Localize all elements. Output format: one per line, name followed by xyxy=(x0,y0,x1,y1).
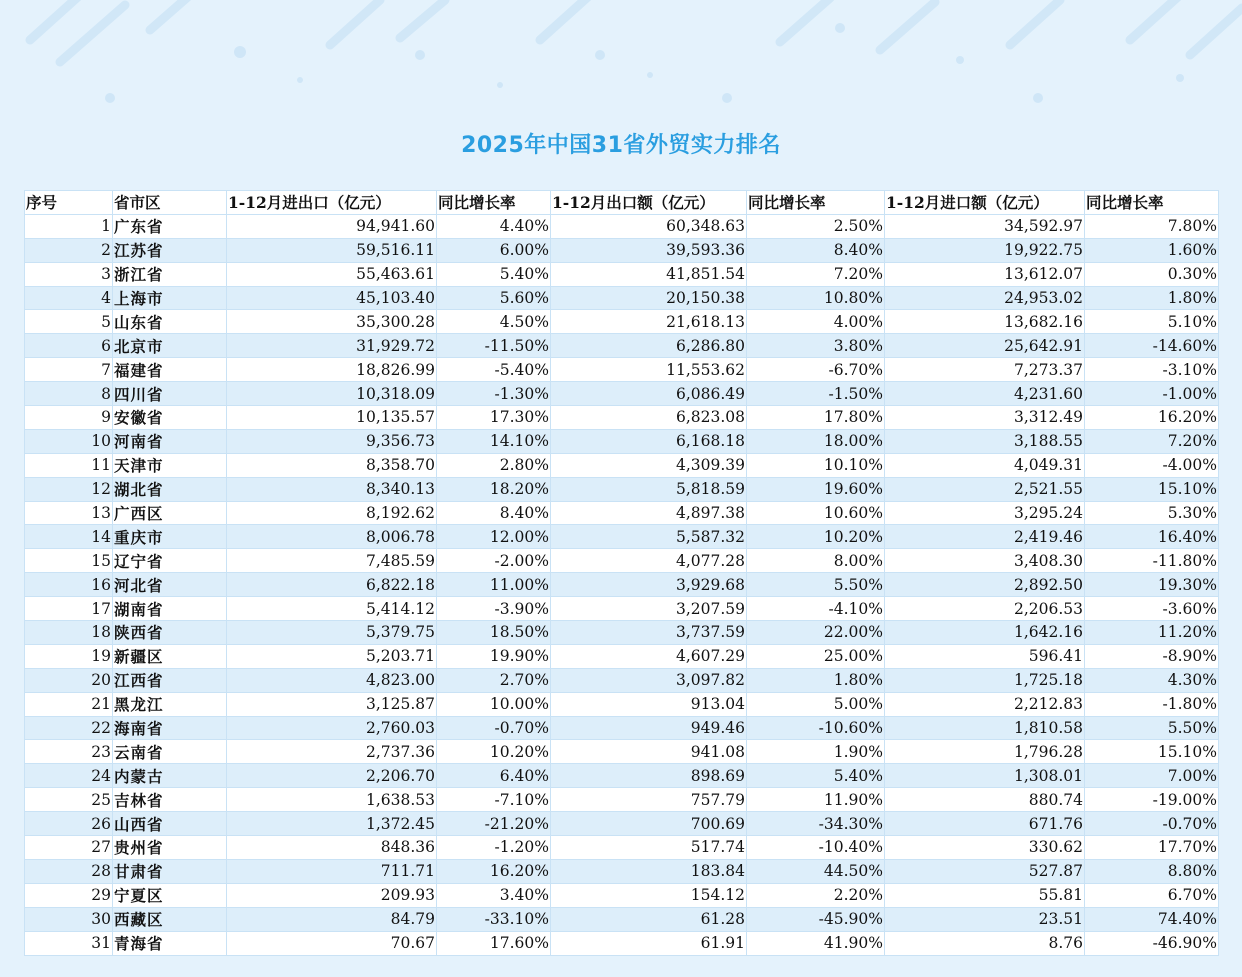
table-row xyxy=(25,477,1219,501)
cell-import-growth: 19.30% xyxy=(1085,573,1219,597)
table-row xyxy=(25,573,1219,597)
cell-export: 4,897.38 xyxy=(551,501,747,525)
cell-export: 11,553.62 xyxy=(551,358,747,382)
cell-index: 10 xyxy=(25,429,113,453)
cell-region: 青海省 xyxy=(113,931,227,955)
cell-export: 5,587.32 xyxy=(551,525,747,549)
cell-index: 4 xyxy=(25,286,113,310)
table-row xyxy=(25,501,1219,525)
cell-import-growth: 7.00% xyxy=(1085,764,1219,788)
cell-total-growth: 6.40% xyxy=(437,764,551,788)
cell-total-trade: 209.93 xyxy=(227,883,437,907)
cell-total-trade: 848.36 xyxy=(227,836,437,860)
cell-import: 330.62 xyxy=(885,836,1085,860)
cell-index: 11 xyxy=(25,453,113,477)
cell-export: 913.04 xyxy=(551,692,747,716)
cell-import-growth: 4.30% xyxy=(1085,668,1219,692)
cell-total-trade: 94,941.60 xyxy=(227,214,437,238)
cell-index: 16 xyxy=(25,573,113,597)
cell-import: 880.74 xyxy=(885,788,1085,812)
cell-export-growth: 2.20% xyxy=(747,883,885,907)
cell-total-growth: 5.60% xyxy=(437,286,551,310)
cell-export-growth: -4.10% xyxy=(747,597,885,621)
cell-export: 20,150.38 xyxy=(551,286,747,310)
cell-export-growth: 5.50% xyxy=(747,573,885,597)
cell-import: 2,206.53 xyxy=(885,597,1085,621)
cell-import: 1,810.58 xyxy=(885,716,1085,740)
cell-import-growth: 15.10% xyxy=(1085,477,1219,501)
cell-import-growth: 1.60% xyxy=(1085,238,1219,262)
cell-export: 3,929.68 xyxy=(551,573,747,597)
cell-import-growth: 6.70% xyxy=(1085,883,1219,907)
cell-index: 25 xyxy=(25,788,113,812)
cell-total-trade: 59,516.11 xyxy=(227,238,437,262)
cell-total-trade: 3,125.87 xyxy=(227,692,437,716)
cell-total-trade: 35,300.28 xyxy=(227,310,437,334)
cell-total-growth: 4.40% xyxy=(437,214,551,238)
table-row xyxy=(25,883,1219,907)
cell-total-trade: 10,318.09 xyxy=(227,382,437,406)
cell-total-trade: 8,340.13 xyxy=(227,477,437,501)
cell-import-growth: -3.10% xyxy=(1085,358,1219,382)
cell-import: 1,796.28 xyxy=(885,740,1085,764)
cell-total-growth: 6.00% xyxy=(437,238,551,262)
cell-region: 黑龙江 xyxy=(113,692,227,716)
cell-import: 1,308.01 xyxy=(885,764,1085,788)
cell-index: 3 xyxy=(25,262,113,286)
cell-import: 671.76 xyxy=(885,812,1085,836)
cell-region: 贵州省 xyxy=(113,836,227,860)
cell-total-growth: 10.20% xyxy=(437,740,551,764)
cell-import-growth: 17.70% xyxy=(1085,836,1219,860)
table-row xyxy=(25,334,1219,358)
cell-region: 内蒙古 xyxy=(113,764,227,788)
cell-export: 41,851.54 xyxy=(551,262,747,286)
table-row xyxy=(25,597,1219,621)
cell-region: 新疆区 xyxy=(113,644,227,668)
cell-import-growth: -1.00% xyxy=(1085,382,1219,406)
cell-export-growth: -10.60% xyxy=(747,716,885,740)
cell-total-trade: 1,372.45 xyxy=(227,812,437,836)
cell-export: 4,607.29 xyxy=(551,644,747,668)
header-total-trade: 1-12月进出口（亿元） xyxy=(227,191,437,215)
cell-import-growth: 16.20% xyxy=(1085,406,1219,430)
cell-region: 陕西省 xyxy=(113,621,227,645)
cell-export-growth: -45.90% xyxy=(747,907,885,931)
cell-import: 24,953.02 xyxy=(885,286,1085,310)
cell-export-growth: 10.80% xyxy=(747,286,885,310)
cell-index: 31 xyxy=(25,931,113,955)
cell-export-growth: 10.60% xyxy=(747,501,885,525)
cell-import: 3,312.49 xyxy=(885,406,1085,430)
cell-import-growth: 7.80% xyxy=(1085,214,1219,238)
cell-region: 河南省 xyxy=(113,429,227,453)
cell-import-growth: 5.10% xyxy=(1085,310,1219,334)
cell-total-growth: 16.20% xyxy=(437,859,551,883)
cell-region: 广西区 xyxy=(113,501,227,525)
cell-export-growth: 5.40% xyxy=(747,764,885,788)
cell-export: 6,086.49 xyxy=(551,382,747,406)
cell-export: 39,593.36 xyxy=(551,238,747,262)
table-row xyxy=(25,716,1219,740)
table-row xyxy=(25,836,1219,860)
cell-export-growth: 5.00% xyxy=(747,692,885,716)
cell-export: 6,823.08 xyxy=(551,406,747,430)
cell-export-growth: 7.20% xyxy=(747,262,885,286)
cell-region: 安徽省 xyxy=(113,406,227,430)
cell-region: 海南省 xyxy=(113,716,227,740)
cell-import-growth: 1.80% xyxy=(1085,286,1219,310)
cell-region: 上海市 xyxy=(113,286,227,310)
table-row xyxy=(25,668,1219,692)
cell-export: 183.84 xyxy=(551,859,747,883)
cell-total-trade: 8,358.70 xyxy=(227,453,437,477)
cell-index: 24 xyxy=(25,764,113,788)
cell-total-growth: -1.30% xyxy=(437,382,551,406)
cell-export: 60,348.63 xyxy=(551,214,747,238)
cell-export: 6,286.80 xyxy=(551,334,747,358)
cell-index: 7 xyxy=(25,358,113,382)
cell-export-growth: 10.20% xyxy=(747,525,885,549)
cell-import-growth: -14.60% xyxy=(1085,334,1219,358)
cell-import: 13,612.07 xyxy=(885,262,1085,286)
cell-total-trade: 6,822.18 xyxy=(227,573,437,597)
cell-region: 四川省 xyxy=(113,382,227,406)
cell-total-growth: -7.10% xyxy=(437,788,551,812)
cell-total-growth: -33.10% xyxy=(437,907,551,931)
cell-import: 2,419.46 xyxy=(885,525,1085,549)
cell-index: 9 xyxy=(25,406,113,430)
cell-total-trade: 7,485.59 xyxy=(227,549,437,573)
cell-import: 25,642.91 xyxy=(885,334,1085,358)
cell-total-growth: 10.00% xyxy=(437,692,551,716)
cell-region: 山西省 xyxy=(113,812,227,836)
table-row xyxy=(25,931,1219,955)
cell-export: 700.69 xyxy=(551,812,747,836)
cell-index: 14 xyxy=(25,525,113,549)
cell-index: 30 xyxy=(25,907,113,931)
cell-total-growth: -3.90% xyxy=(437,597,551,621)
table-row xyxy=(25,644,1219,668)
cell-region: 广东省 xyxy=(113,214,227,238)
cell-export-growth: -6.70% xyxy=(747,358,885,382)
cell-total-trade: 84.79 xyxy=(227,907,437,931)
table-row xyxy=(25,621,1219,645)
table-row xyxy=(25,214,1219,238)
cell-total-trade: 31,929.72 xyxy=(227,334,437,358)
cell-total-growth: 4.50% xyxy=(437,310,551,334)
trade-ranking-table xyxy=(24,190,1219,956)
cell-total-trade: 5,379.75 xyxy=(227,621,437,645)
cell-import: 7,273.37 xyxy=(885,358,1085,382)
cell-region: 甘肃省 xyxy=(113,859,227,883)
cell-export: 4,077.28 xyxy=(551,549,747,573)
table-row xyxy=(25,549,1219,573)
cell-export-growth: 2.50% xyxy=(747,214,885,238)
cell-total-growth: -5.40% xyxy=(437,358,551,382)
cell-export: 4,309.39 xyxy=(551,453,747,477)
cell-import-growth: -19.00% xyxy=(1085,788,1219,812)
cell-import-growth: 0.30% xyxy=(1085,262,1219,286)
header-index: 序号 xyxy=(25,191,113,215)
cell-region: 湖南省 xyxy=(113,597,227,621)
cell-region: 浙江省 xyxy=(113,262,227,286)
cell-total-growth: 19.90% xyxy=(437,644,551,668)
table-row xyxy=(25,859,1219,883)
cell-import: 4,049.31 xyxy=(885,453,1085,477)
cell-export: 21,618.13 xyxy=(551,310,747,334)
cell-export-growth: 1.80% xyxy=(747,668,885,692)
table-row xyxy=(25,406,1219,430)
cell-total-growth: 5.40% xyxy=(437,262,551,286)
cell-index: 26 xyxy=(25,812,113,836)
cell-total-growth: 2.70% xyxy=(437,668,551,692)
cell-import-growth: 11.20% xyxy=(1085,621,1219,645)
table-row xyxy=(25,262,1219,286)
background-decoration xyxy=(0,0,1242,140)
cell-total-growth: 17.60% xyxy=(437,931,551,955)
cell-import: 596.41 xyxy=(885,644,1085,668)
cell-import: 2,212.83 xyxy=(885,692,1085,716)
cell-index: 5 xyxy=(25,310,113,334)
cell-index: 22 xyxy=(25,716,113,740)
cell-export-growth: 19.60% xyxy=(747,477,885,501)
cell-import-growth: 74.40% xyxy=(1085,907,1219,931)
cell-index: 15 xyxy=(25,549,113,573)
cell-region: 山东省 xyxy=(113,310,227,334)
cell-import: 2,892.50 xyxy=(885,573,1085,597)
table-row xyxy=(25,286,1219,310)
cell-export-growth: 3.80% xyxy=(747,334,885,358)
table-row xyxy=(25,453,1219,477)
cell-total-trade: 70.67 xyxy=(227,931,437,955)
cell-export: 5,818.59 xyxy=(551,477,747,501)
page-title: 2025年中国31省外贸实力排名 xyxy=(461,133,781,158)
cell-import: 527.87 xyxy=(885,859,1085,883)
cell-import: 13,682.16 xyxy=(885,310,1085,334)
table-row xyxy=(25,429,1219,453)
header-export: 1-12月出口额（亿元） xyxy=(551,191,747,215)
table-row xyxy=(25,310,1219,334)
cell-import-growth: -8.90% xyxy=(1085,644,1219,668)
cell-export: 61.28 xyxy=(551,907,747,931)
cell-export: 898.69 xyxy=(551,764,747,788)
cell-region: 吉林省 xyxy=(113,788,227,812)
table-header-row xyxy=(25,191,1219,215)
cell-total-trade: 18,826.99 xyxy=(227,358,437,382)
table-row xyxy=(25,764,1219,788)
cell-import-growth: -1.80% xyxy=(1085,692,1219,716)
cell-index: 2 xyxy=(25,238,113,262)
cell-total-growth: -21.20% xyxy=(437,812,551,836)
cell-total-trade: 8,006.78 xyxy=(227,525,437,549)
cell-export-growth: 8.40% xyxy=(747,238,885,262)
header-export-growth: 同比增长率 xyxy=(747,191,885,215)
cell-region: 福建省 xyxy=(113,358,227,382)
header-import: 1-12月进口额（亿元） xyxy=(885,191,1085,215)
cell-export-growth: 22.00% xyxy=(747,621,885,645)
cell-import-growth: -0.70% xyxy=(1085,812,1219,836)
cell-index: 18 xyxy=(25,621,113,645)
cell-total-growth: 18.20% xyxy=(437,477,551,501)
cell-region: 江西省 xyxy=(113,668,227,692)
cell-total-trade: 2,760.03 xyxy=(227,716,437,740)
cell-export-growth: 8.00% xyxy=(747,549,885,573)
cell-total-trade: 4,823.00 xyxy=(227,668,437,692)
cell-import: 4,231.60 xyxy=(885,382,1085,406)
cell-region: 辽宁省 xyxy=(113,549,227,573)
cell-total-growth: -2.00% xyxy=(437,549,551,573)
cell-import-growth: 15.10% xyxy=(1085,740,1219,764)
cell-total-trade: 5,414.12 xyxy=(227,597,437,621)
cell-region: 天津市 xyxy=(113,453,227,477)
cell-index: 28 xyxy=(25,859,113,883)
cell-import-growth: 16.40% xyxy=(1085,525,1219,549)
cell-export: 3,737.59 xyxy=(551,621,747,645)
cell-total-growth: -11.50% xyxy=(437,334,551,358)
cell-import: 23.51 xyxy=(885,907,1085,931)
cell-total-growth: 2.80% xyxy=(437,453,551,477)
cell-index: 17 xyxy=(25,597,113,621)
cell-total-trade: 711.71 xyxy=(227,859,437,883)
header-total-growth: 同比增长率 xyxy=(437,191,551,215)
cell-total-growth: -0.70% xyxy=(437,716,551,740)
cell-total-trade: 45,103.40 xyxy=(227,286,437,310)
table-row xyxy=(25,907,1219,931)
cell-region: 宁夏区 xyxy=(113,883,227,907)
cell-import: 3,408.30 xyxy=(885,549,1085,573)
cell-export: 941.08 xyxy=(551,740,747,764)
cell-export: 757.79 xyxy=(551,788,747,812)
table-row xyxy=(25,692,1219,716)
header-import-growth: 同比增长率 xyxy=(1085,191,1219,215)
cell-export-growth: -34.30% xyxy=(747,812,885,836)
cell-total-growth: 18.50% xyxy=(437,621,551,645)
cell-export: 517.74 xyxy=(551,836,747,860)
cell-import: 55.81 xyxy=(885,883,1085,907)
cell-total-growth: 11.00% xyxy=(437,573,551,597)
cell-total-growth: 14.10% xyxy=(437,429,551,453)
cell-export-growth: -10.40% xyxy=(747,836,885,860)
cell-import-growth: 7.20% xyxy=(1085,429,1219,453)
cell-export-growth: 11.90% xyxy=(747,788,885,812)
cell-import: 1,725.18 xyxy=(885,668,1085,692)
cell-total-trade: 55,463.61 xyxy=(227,262,437,286)
cell-import-growth: -4.00% xyxy=(1085,453,1219,477)
table-row xyxy=(25,238,1219,262)
cell-import-growth: -3.60% xyxy=(1085,597,1219,621)
table-row xyxy=(25,382,1219,406)
cell-export: 154.12 xyxy=(551,883,747,907)
cell-total-trade: 8,192.62 xyxy=(227,501,437,525)
cell-import-growth: 8.80% xyxy=(1085,859,1219,883)
table-row xyxy=(25,812,1219,836)
cell-export: 61.91 xyxy=(551,931,747,955)
cell-total-growth: 8.40% xyxy=(437,501,551,525)
cell-index: 13 xyxy=(25,501,113,525)
cell-total-trade: 1,638.53 xyxy=(227,788,437,812)
table-row xyxy=(25,525,1219,549)
cell-import-growth: -11.80% xyxy=(1085,549,1219,573)
cell-total-trade: 5,203.71 xyxy=(227,644,437,668)
cell-index: 29 xyxy=(25,883,113,907)
cell-total-trade: 10,135.57 xyxy=(227,406,437,430)
cell-import: 3,295.24 xyxy=(885,501,1085,525)
cell-import-growth: 5.30% xyxy=(1085,501,1219,525)
cell-total-trade: 9,356.73 xyxy=(227,429,437,453)
table-row xyxy=(25,740,1219,764)
cell-region: 湖北省 xyxy=(113,477,227,501)
cell-index: 27 xyxy=(25,836,113,860)
cell-export: 949.46 xyxy=(551,716,747,740)
cell-export: 6,168.18 xyxy=(551,429,747,453)
cell-index: 1 xyxy=(25,214,113,238)
cell-export-growth: 17.80% xyxy=(747,406,885,430)
cell-total-growth: 17.30% xyxy=(437,406,551,430)
cell-export-growth: 1.90% xyxy=(747,740,885,764)
cell-region: 北京市 xyxy=(113,334,227,358)
cell-export-growth: 25.00% xyxy=(747,644,885,668)
cell-export-growth: 10.10% xyxy=(747,453,885,477)
cell-total-growth: 12.00% xyxy=(437,525,551,549)
cell-region: 河北省 xyxy=(113,573,227,597)
cell-export: 3,097.82 xyxy=(551,668,747,692)
cell-export: 3,207.59 xyxy=(551,597,747,621)
cell-export-growth: -1.50% xyxy=(747,382,885,406)
header-region: 省市区 xyxy=(113,191,227,215)
cell-import-growth: -46.90% xyxy=(1085,931,1219,955)
cell-import: 2,521.55 xyxy=(885,477,1085,501)
cell-region: 江苏省 xyxy=(113,238,227,262)
cell-index: 6 xyxy=(25,334,113,358)
cell-import: 8.76 xyxy=(885,931,1085,955)
cell-index: 8 xyxy=(25,382,113,406)
cell-total-trade: 2,206.70 xyxy=(227,764,437,788)
cell-import: 3,188.55 xyxy=(885,429,1085,453)
cell-total-growth: 3.40% xyxy=(437,883,551,907)
cell-import: 1,642.16 xyxy=(885,621,1085,645)
cell-index: 12 xyxy=(25,477,113,501)
cell-import: 34,592.97 xyxy=(885,214,1085,238)
cell-region: 重庆市 xyxy=(113,525,227,549)
cell-index: 20 xyxy=(25,668,113,692)
cell-total-growth: -1.20% xyxy=(437,836,551,860)
cell-index: 23 xyxy=(25,740,113,764)
table-row xyxy=(25,358,1219,382)
cell-export-growth: 18.00% xyxy=(747,429,885,453)
cell-export-growth: 44.50% xyxy=(747,859,885,883)
cell-import: 19,922.75 xyxy=(885,238,1085,262)
cell-total-trade: 2,737.36 xyxy=(227,740,437,764)
cell-export-growth: 4.00% xyxy=(747,310,885,334)
cell-index: 19 xyxy=(25,644,113,668)
cell-export-growth: 41.90% xyxy=(747,931,885,955)
cell-import-growth: 5.50% xyxy=(1085,716,1219,740)
cell-region: 西藏区 xyxy=(113,907,227,931)
cell-index: 21 xyxy=(25,692,113,716)
table-row xyxy=(25,788,1219,812)
cell-region: 云南省 xyxy=(113,740,227,764)
